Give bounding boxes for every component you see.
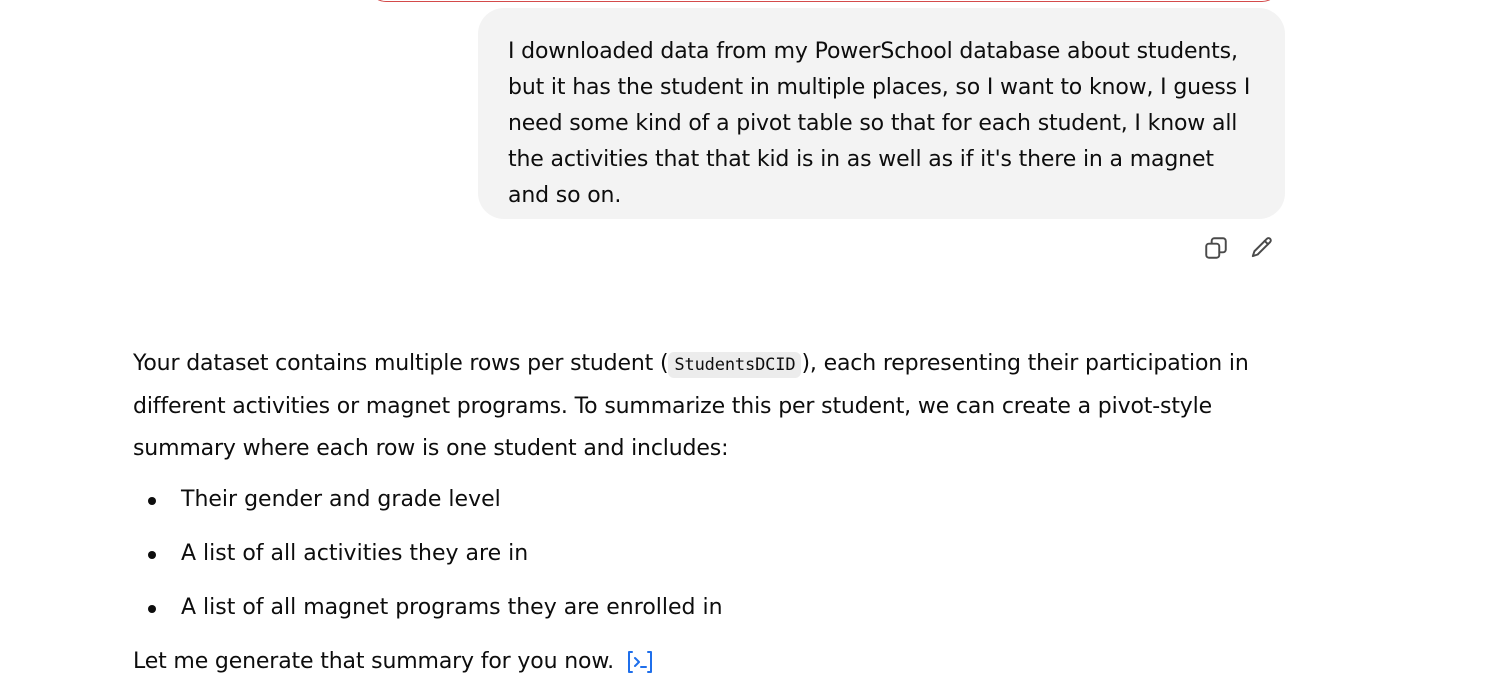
user-message-bubble bbox=[478, 8, 1285, 219]
edit-button[interactable] bbox=[1246, 232, 1278, 264]
code-analysis-icon bbox=[625, 649, 655, 675]
assistant-closing bbox=[133, 644, 1293, 680]
summary-bullet-list bbox=[133, 482, 1293, 626]
previous-card-edge bbox=[368, 0, 1280, 2]
message-actions bbox=[1200, 232, 1278, 264]
pencil-icon bbox=[1249, 235, 1275, 261]
closing-text: Let me generate that summary for you now. bbox=[133, 649, 614, 674]
assistant-message bbox=[133, 343, 1293, 680]
view-analysis-button[interactable] bbox=[625, 649, 655, 675]
list-item: A list of all activities they are in bbox=[133, 536, 1293, 572]
inline-code: StudentsDCID bbox=[668, 352, 801, 378]
copy-icon bbox=[1203, 235, 1229, 261]
assistant-intro bbox=[133, 343, 1293, 470]
copy-button[interactable] bbox=[1200, 232, 1232, 264]
user-message-text: I downloaded data from my PowerSchool database about students, but it has the student in multiple places, so I want to know, I guess I need some kind of a pivot table so that for each student, I know all the activities that that kid is in as well as if it's there in a magnet and so on. bbox=[508, 39, 1251, 208]
intro-text-after: ), each representing their participation in different activities or magnet programs. To summarize this per student, we can create a pivot-style summary where each row is one student and includes: bbox=[133, 351, 1249, 461]
list-item: Their gender and grade level bbox=[133, 482, 1293, 518]
list-item: A list of all magnet programs they are enrolled in bbox=[133, 590, 1293, 626]
intro-text-before: Your dataset contains multiple rows per student ( bbox=[133, 351, 669, 376]
